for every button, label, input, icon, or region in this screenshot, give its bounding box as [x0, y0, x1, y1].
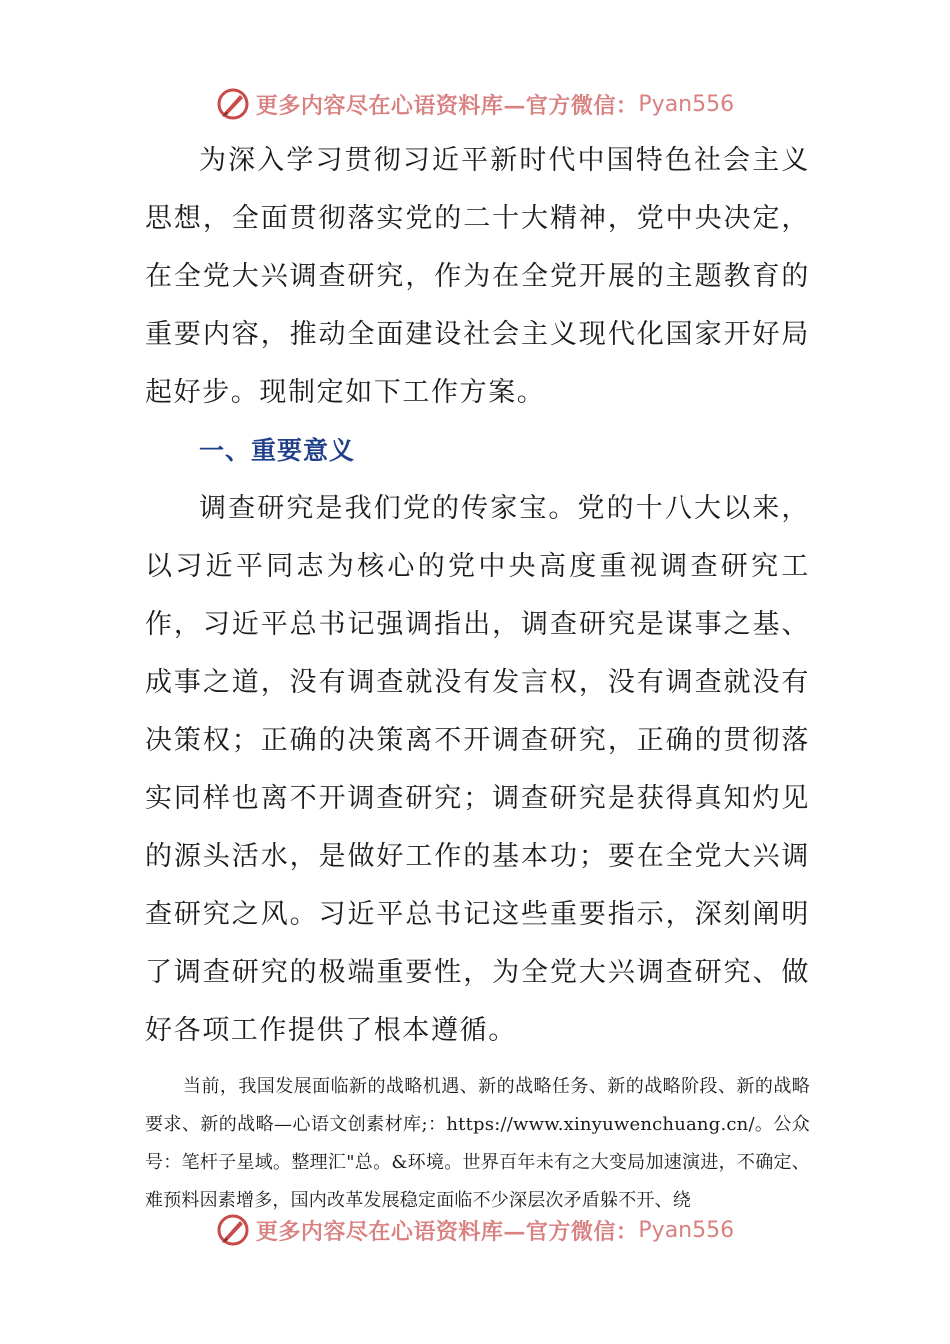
section-heading: 一、重要意义	[199, 436, 356, 465]
section-paragraph: 调查研究是我们党的传家宝。党的十八大以来，以习近平同志为核心的党中央高度重视调查研究工作，习近平总书记强调指出，调查研究是谋事之基、成事之道，没有调查就没有发言权，没有调查就没有决策权；正确的决策离不开调查研究，正确的贯彻落实同样也离不开调查研究；调查研究是获得真知灼见的源头活水，是做好工作的基本功；要在全党大兴调查研究之风。习近平总书记这些重要指示，深刻阐明了调查研究的极端重要性，为全党大兴调查研究、做好各项工作提供了根本遵循。	[145, 493, 810, 1046]
watermark-text: 更多内容尽在心语资料库—官方微信：	[255, 92, 639, 119]
watermark-wechat-id: Pyan556	[638, 1217, 735, 1243]
small-paragraph: 当前，我国发展面临新的战略机遇、新的战略任务、新的战略阶段、新的战略要求、新的战略—心语文创素材库;：https://www.xinyuwenchuang.cn/。公众号：笔杆子星域。整理汇"总。&环境。世界百年未有之大变局加速演进，不确定、难预料因素增多，国内改革发展稳定面临不少深层次矛盾躲不开、绕	[145, 1076, 810, 1211]
pen-logo-icon	[216, 1213, 250, 1247]
document-body	[145, 132, 810, 1220]
pen-logo-icon	[216, 87, 250, 121]
watermark-header	[0, 84, 950, 124]
watermark-wechat-id: Pyan556	[638, 91, 735, 117]
intro-paragraph: 为深入学习贯彻习近平新时代中国特色社会主义思想，全面贯彻落实党的二十大精神，党中央决定，在全党大兴调查研究，作为在全党开展的主题教育的重要内容，推动全面建设社会主义现代化国家开好局起好步。现制定如下工作方案。	[145, 145, 810, 408]
watermark-text: 更多内容尽在心语资料库—官方微信：	[255, 1218, 639, 1245]
watermark-footer	[0, 1210, 950, 1250]
